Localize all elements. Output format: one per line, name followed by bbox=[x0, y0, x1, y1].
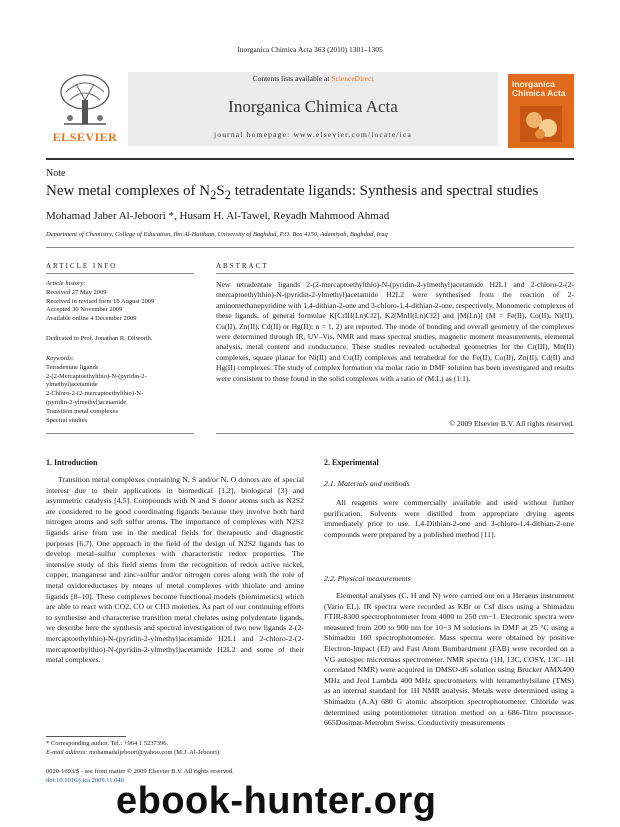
article-info-heading: ARTICLE INFO bbox=[46, 262, 118, 270]
contents-line bbox=[128, 74, 498, 83]
title-divider bbox=[46, 247, 574, 248]
journal-cover-thumbnail[interactable] bbox=[508, 74, 574, 148]
keyword-item: Spectral studies bbox=[46, 416, 87, 424]
materials-text: All reagents were commercially available and used without further purification. Solvents were distilled from appropriate drying agents immediately prior to use. 1,4-Dithian-2-one and 3-chloro-1,4-dithian-2-one compounds were prepared by a published method [11]. bbox=[324, 498, 574, 539]
abstract-text: New tetradentate ligands 2-(2-mercaptoethylthio)-N-(pyridin-2-ylmethyl)acetamide H2L1 and 2-chloro-2-(2-mercaptoethylthio)-N-(pyridin-2-ylmethyl)acetamide H2L2 were synthesised from the reaction of 2-aminomethanepyridine with 1,4-dithian-2-one and 3-chloro-1,4-dithian-2-one, respectively. Monomeric complexes of these ligands, of general formulae K[CrIII(Ln)Cl2], K2[MnII(Ln)Cl2] and [M(Ln)] (M = Fe(II), Co(II), Ni(II), Cu(II), Zn(II), Cd(II) or Hg(II); n = 1, 2) are reported. The mode of bonding and overall geometry of the complexes were determined through IR, UV–Vis, NMR and mass spectral studies, magnetic moment measurements, elemental analysis, metal content and conductance. These studies revealed octahedral geometries for the Cr(III), Mn(II) complexes, square planar for Ni(II) and Cu(II) complexes and tetrahedral for the Fe(II), Co(II), Zn(II), Cd(II) and Hg(II) complexes. The study of complex formation via molar ratio in DMF solution has been investigated and results were consistent to those found in the solid complexes with a ratio of (M:L) as (1:1). bbox=[216, 280, 574, 383]
running-head: Inorganica Chimica Acta 363 (2010) 1301–1305 bbox=[237, 45, 383, 54]
introduction-text: Transition metal complexes containing N, S and/or N, O donors are of special interest due to their applications in biomedical [1,2], biological [3] and asymmetric catalysis [4,5]. Compounds with N and S donor atoms such as N2S2 are considered to be good coordinating ligands because they involve both hard nitrogen atoms and soft sulfur atoms. The importance of complexes with N2S2 ligands arise from use in the medical fields for therapeutic and diagnostic purposes [6,7]. One approach in the field of the design of N2S2 ligands has to develop metal–sulfur complexes with characteristic redox properties. The intensive study of this field stems from the recognition of redox active nickel, copper, manganese and zinc–sulfur and/or nitrogen cores along with the role of metal oxidoreductases by means of metal complexes with thiolate and amine ligands [8–10]. These complexes become functional models (biomimetics) which are able to react with CO2, CO or CH3 moieties. As part of our continuing efforts to synthesise and characterise transition metal chelates using polydentate ligands, we describe here the synthesis and spectral investigation of two new ligands 2-(2-mercaptoethylthio)-N-(pyridin-2-ylmethyl)acetamide H2L1 and 2-chloro-2-(2-mercaptoethylthio)-N-(pyridin-2-ylmethyl)acetamide H2L2 and some of their metal complexes. bbox=[46, 475, 304, 665]
elsevier-tree-icon bbox=[58, 72, 112, 128]
journal-header bbox=[46, 68, 574, 152]
abstract-heading: ABSTRACT bbox=[216, 262, 269, 270]
section-heading-introduction: 1. Introduction bbox=[46, 458, 98, 467]
issn-line: 0020-1693/$ - see front matter © 2009 Elsevier B.V. All rights reserved. bbox=[46, 768, 234, 775]
journal-title: Inorganica Chimica Acta bbox=[228, 97, 398, 116]
cover-title-line-1: Inorganica bbox=[512, 79, 555, 89]
subsection-heading-physical-measurements: 2.2. Physical measurements bbox=[324, 574, 411, 583]
article-history bbox=[46, 280, 196, 324]
watermark-part-2: hunter.org bbox=[243, 780, 437, 822]
author-list[interactable]: Mohamad Jaber Al-Jeboori *, Husam H. Al-Tawel, Reyadh Mahmood Ahmad bbox=[46, 210, 390, 222]
keyword-item: 2-Chloro-2-(2-mercaptoethylthio)-N- bbox=[46, 390, 144, 398]
article-title bbox=[46, 183, 538, 203]
watermark bbox=[116, 780, 436, 823]
dedication: Dedicated to Prof. Jonathan R. Dilworth. bbox=[46, 335, 153, 342]
title-text: New metal complexes of N bbox=[46, 183, 211, 199]
article-info-divider bbox=[46, 273, 194, 274]
affiliation: Department of Chemistry, College of Education, Ibn Al-Haitham, University of Baghdad, P.O. Box 4150, Adamiyah, Baghdad, Iraq bbox=[46, 231, 388, 238]
history-item: Accepted 30 November 2009 bbox=[46, 306, 123, 314]
title-subscript: 2 bbox=[210, 188, 217, 202]
keyword-item: Transition metal complexes bbox=[46, 407, 118, 415]
cover-art-icon bbox=[520, 106, 562, 142]
physical-measurements-text: Elemental analyses (C, H and N) were carried out on a Heraeus instrument (Vario EL). IR spectra were recorded as KBr or CsI discs using a Shimadzu FTIR-8300 spectrophotometer from 4000 to 250 cm−1. Electronic spectra were measured from 200 to 900 nm for 10−3 M solutions in DMF at 25 °C using a Shimadzu 160 spectrophotometer. Mass spectra were obtained by positive Electron-Impact (EI) and Fast Atom Bombardment (FAB) were recorded on a VG autospec micromass spectrometer. NMR spectra (1H, 13C, COSY, 13C–1H correlated NMR) were acquired in DMSO-d6 solution using Brucker AMX400 MHz and Jeol Lambda 400 MHz spectrometers with tetramethylsilane (TMS) as an internal standard for 1H NMR analysis. Metals were determined using a Shimadzu (A.A) 680 G atomic absorption spectrophotometer. Chloride was determined using potentiometer titration method on a 686-Titro processor-665Dosimat-Metrohm Swiss. Conductivity measurements bbox=[324, 591, 574, 728]
abstract-bottom-divider bbox=[216, 433, 574, 434]
keyword-item: Tetradentate ligands bbox=[46, 363, 99, 371]
publisher-logo[interactable] bbox=[46, 68, 124, 152]
history-item: Available online 4 December 2009 bbox=[46, 315, 137, 323]
footnote-divider bbox=[46, 736, 126, 737]
sciencedirect-link[interactable]: ScienceDirect bbox=[331, 74, 374, 83]
watermark-dash: - bbox=[230, 780, 244, 822]
keywords bbox=[46, 355, 196, 425]
email-link[interactable]: mohamadaljeboori@yahoo.com (M.J. Al-Jeboori). bbox=[89, 748, 221, 756]
keyword-item: 2-(2-Mercaptoethylthio)-N-(pyridin-2- bbox=[46, 372, 147, 380]
title-subscript: 2 bbox=[224, 188, 231, 202]
cover-title-line-2: Chimica Acta bbox=[512, 88, 566, 98]
publisher-name: ELSEVIER bbox=[52, 130, 118, 144]
email-line bbox=[46, 749, 306, 758]
history-item: Received in revised form 18 August 2009 bbox=[46, 297, 155, 305]
article-type: Note bbox=[46, 168, 66, 179]
copyright-notice: © 2009 Elsevier B.V. All rights reserved. bbox=[449, 419, 574, 428]
journal-band bbox=[128, 72, 498, 146]
keyword-item: ylmethyl)acetamide bbox=[46, 381, 98, 389]
history-item: Received 27 May 2009 bbox=[46, 288, 107, 296]
keywords-label: Keywords: bbox=[46, 355, 74, 362]
journal-homepage-link[interactable]: journal homepage: www.elsevier.com/locate/ica bbox=[213, 130, 413, 139]
corresponding-author-note: * Corresponding author. Tel.: +964 1 5237396. bbox=[46, 740, 169, 747]
keyword-item: (pyridin-2-ylmethyl)acetamide bbox=[46, 398, 127, 406]
contents-prefix: Contents lists available at bbox=[252, 74, 332, 83]
cover-title bbox=[512, 80, 570, 98]
subsection-heading-materials: 2.1. Materials and methods bbox=[324, 479, 410, 488]
abstract-divider bbox=[216, 273, 574, 274]
title-text: S bbox=[216, 183, 225, 199]
email-label: E-mail address: bbox=[46, 748, 90, 756]
keywords-divider bbox=[46, 433, 194, 434]
doi-link[interactable]: doi:10.1016/j.ica.2009.11.040 bbox=[46, 776, 124, 784]
history-label: Article history: bbox=[46, 280, 86, 287]
section-heading-experimental: 2. Experimental bbox=[324, 458, 379, 467]
header-divider bbox=[46, 158, 574, 160]
watermark-part-1: ebook bbox=[116, 780, 231, 822]
footnote bbox=[46, 740, 306, 757]
title-text: tetradentate ligands: Synthesis and spectral studies bbox=[230, 183, 539, 199]
